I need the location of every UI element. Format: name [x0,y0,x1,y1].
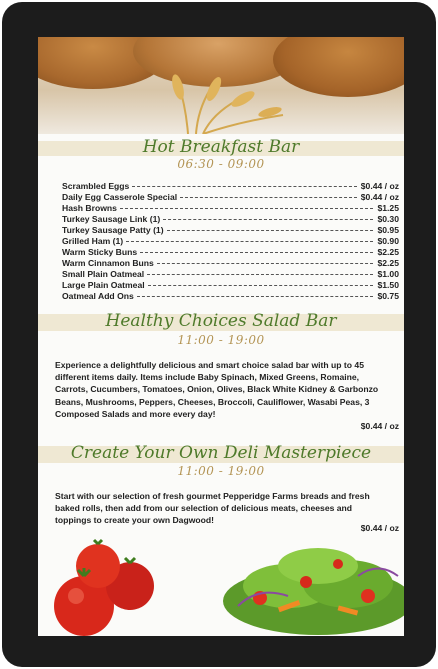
menu-item-name: Large Plain Oatmeal [62,279,145,290]
menu-item-row [62,268,399,279]
menu-item-name: Small Plain Oatmeal [62,268,145,279]
menu-item-row [62,213,399,224]
menu-item-row [62,279,399,290]
salad-hours: 11:00 - 19:00 [177,333,265,347]
menu-item-price: $0.95 [377,224,399,235]
salad-bowl-image [223,548,404,635]
menu-item-name: Daily Egg Casserole Special [62,191,178,202]
dotted-leader [137,296,374,297]
tomatoes-image [54,540,154,636]
menu-item-row [62,180,399,191]
dotted-leader [157,263,374,264]
menu-item-price: $0.90 [377,235,399,246]
menu-item-row [62,191,399,202]
menu-item-row [62,257,399,268]
bread-banner-image [38,37,404,134]
menu-item-name: Hash Browns [62,202,117,213]
menu-item-name: Oatmeal Add Ons [62,290,134,301]
salad-price: $0.44 / oz [360,421,399,431]
dotted-leader [180,197,357,198]
menu-item-row [62,246,399,257]
deli-description: Start with our selection of fresh gourmet Pepperidge Farms breads and fresh baked rolls, then add from our selection of delicious meats, cheeses and toppings to create your own Dagwood! [55,491,370,526]
menu-item-name: Grilled Ham (1) [62,235,124,246]
dotted-leader [148,285,374,286]
salad-title: Healthy Choices Salad Bar [105,311,337,331]
menu-item-price: $1.50 [377,279,399,290]
menu-item-name: Warm Sticky Buns [62,246,138,257]
menu-item-row [62,202,399,213]
menu-item-name: Scrambled Eggs [62,180,130,191]
menu-item-price: $0.44 / oz [360,180,399,191]
menu-board-screen [38,37,404,636]
menu-item-row [62,235,399,246]
dotted-leader [132,186,356,187]
dotted-leader [140,252,373,253]
menu-item-row [62,224,399,235]
menu-item-price: $0.44 / oz [360,191,399,202]
dotted-leader [163,219,373,220]
menu-item-name: Turkey Sausage Link (1) [62,213,161,224]
wheat-stalks-icon [38,37,404,134]
menu-item-row [62,290,399,301]
breakfast-menu-list [62,180,399,301]
menu-item-price: $1.00 [377,268,399,279]
produce-images [38,536,404,636]
deli-price: $0.44 / oz [360,523,399,533]
menu-item-price: $2.25 [377,246,399,257]
breakfast-title: Hot Breakfast Bar [142,137,300,157]
menu-item-price: $1.25 [377,202,399,213]
salad-description: Experience a delightfully delicious and smart choice salad bar with up to 45 different items daily. Items include Baby Spinach, Mixed Greens, Romaine, Carrots, Cucumbers, Tomatoes, Onion, Olives, Black White Kidney & Garbonzo Beans, Mushrooms, Peppers, Cheeses, Broccoli, Cauliflower, Wasabi Peas, 3 Composed Salads and more every day! [55,360,379,419]
deli-hours: 11:00 - 19:00 [177,464,265,478]
menu-item-name: Turkey Sausage Patty (1) [62,224,164,235]
dotted-leader [120,208,374,209]
dotted-leader [167,230,374,231]
menu-item-price: $0.30 [377,213,399,224]
menu-item-price: $2.25 [377,257,399,268]
dotted-leader [147,274,373,275]
menu-item-price: $0.75 [377,290,399,301]
deli-title: Create Your Own Deli Masterpiece [70,443,372,463]
breakfast-hours: 06:30 - 09:00 [177,157,265,171]
dotted-leader [126,241,373,242]
menu-item-name: Warm Cinnamon Buns [62,257,154,268]
